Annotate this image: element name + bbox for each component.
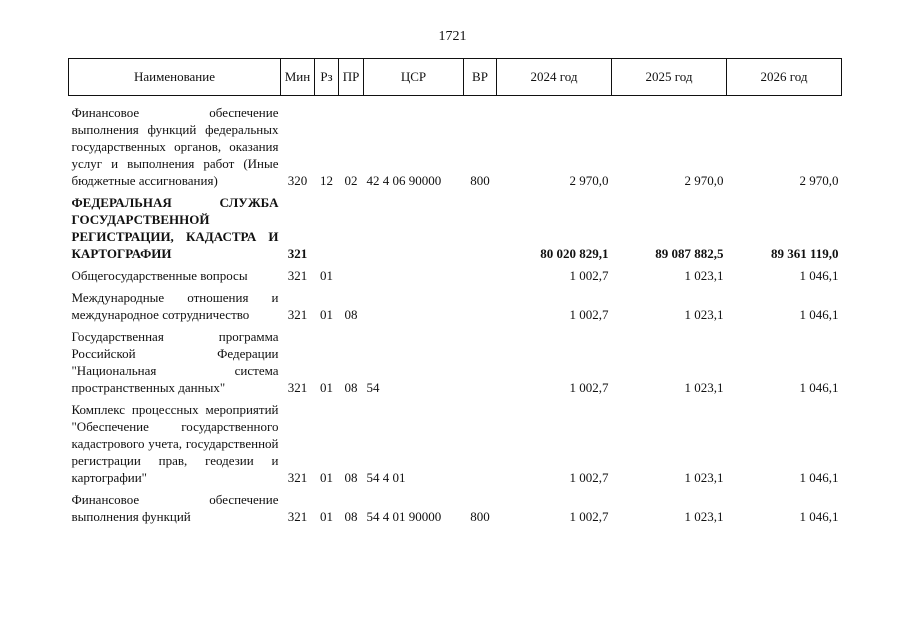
row-rz: 01: [320, 380, 333, 395]
budget-table: [68, 58, 842, 527]
row-min: 321: [287, 470, 308, 485]
header-csr: ЦСР: [364, 59, 464, 96]
row-2026: 1 046,1: [799, 380, 839, 395]
row-csr: [364, 286, 464, 325]
row-pr: 08: [344, 509, 358, 524]
row-2025: 89 087 882,5: [655, 246, 724, 261]
row-2024: 1 002,7: [569, 268, 609, 283]
row-pr: [339, 264, 364, 286]
row-2024: 2 970,0: [569, 173, 609, 188]
row-2024: 1 002,7: [569, 307, 609, 322]
row-min: 320: [287, 173, 308, 188]
row-csr: [364, 264, 464, 286]
row-csr: 42 4 06 90000: [366, 173, 442, 188]
row-2024: 80 020 829,1: [540, 246, 609, 261]
row-name: ФЕДЕРАЛЬНАЯ СЛУЖБА ГОСУДАРСТВЕННОЙ РЕГИСТРАЦИИ, КАДАСТРА И КАРТОГРАФИИ: [71, 195, 279, 261]
table-row: [69, 96, 842, 192]
header-rz: Рз: [315, 59, 339, 96]
row-rz: 12: [320, 173, 333, 188]
row-pr: 08: [344, 380, 358, 395]
table-header-row: [69, 59, 842, 96]
row-2025: 1 023,1: [684, 470, 724, 485]
row-min: 321: [287, 246, 308, 261]
row-2024: 1 002,7: [569, 509, 609, 524]
row-vr: [464, 325, 497, 398]
row-2026: 1 046,1: [799, 307, 839, 322]
row-pr: 02: [344, 173, 358, 188]
row-rz: 01: [320, 509, 333, 524]
row-vr: [464, 286, 497, 325]
row-2025: 1 023,1: [684, 307, 724, 322]
header-name: Наименование: [69, 59, 281, 96]
table-row: [69, 286, 842, 325]
row-csr: [364, 191, 464, 264]
row-2026: 1 046,1: [799, 470, 839, 485]
row-2025: 1 023,1: [684, 380, 724, 395]
table-row: [69, 398, 842, 488]
row-csr: 54 4 01: [366, 470, 406, 485]
row-min: 321: [287, 380, 308, 395]
row-2025: 2 970,0: [684, 173, 724, 188]
row-name: Финансовое обеспечение выполнения функций: [71, 492, 279, 524]
row-name: Финансовое обеспечение выполнения функций федеральных государственных органов, оказания услуг и выполнения работ (Иные бюджетные ассигнования): [71, 105, 279, 188]
row-2026: 89 361 119,0: [770, 246, 839, 261]
row-rz: 01: [320, 268, 333, 283]
row-vr: 800: [470, 173, 490, 188]
row-vr: [464, 398, 497, 488]
row-pr: 08: [344, 470, 358, 485]
page-number: 1721: [438, 29, 467, 44]
row-rz: [315, 191, 339, 264]
row-vr: 800: [470, 509, 490, 524]
header-2024: 2024 год: [497, 59, 612, 96]
header-pr: ПР: [339, 59, 364, 96]
row-min: 321: [287, 268, 308, 283]
header-vr: ВР: [464, 59, 497, 96]
row-csr: 54: [366, 380, 380, 395]
row-pr: [339, 191, 364, 264]
row-pr: 08: [344, 307, 358, 322]
row-csr: 54 4 01 90000: [366, 509, 442, 524]
row-2024: 1 002,7: [569, 380, 609, 395]
row-2025: 1 023,1: [684, 268, 724, 283]
row-2026: 1 046,1: [799, 268, 839, 283]
row-name: Международные отношения и международное сотрудничество: [71, 290, 279, 322]
header-min: Мин: [281, 59, 315, 96]
row-2025: 1 023,1: [684, 509, 724, 524]
table-row: [69, 264, 842, 286]
table-row: [69, 325, 842, 398]
row-rz: 01: [320, 307, 333, 322]
row-name: Общегосударственные вопросы: [71, 268, 248, 283]
row-name: Комплекс процессных мероприятий "Обеспечение государственного кадастрового учета, государственной регистрации прав, геодезии и картографии": [71, 402, 279, 485]
table-row: [69, 488, 842, 527]
row-2024: 1 002,7: [569, 470, 609, 485]
table-row: [69, 191, 842, 264]
row-min: 321: [287, 307, 308, 322]
row-2026: 1 046,1: [799, 509, 839, 524]
row-rz: 01: [320, 470, 333, 485]
header-2025: 2025 год: [612, 59, 727, 96]
row-name: Государственная программа Российской Федерации "Национальная система пространственных данных": [71, 329, 279, 395]
row-vr: [464, 191, 497, 264]
row-2026: 2 970,0: [799, 173, 839, 188]
row-min: 321: [287, 509, 308, 524]
header-2026: 2026 год: [727, 59, 842, 96]
row-vr: [464, 264, 497, 286]
